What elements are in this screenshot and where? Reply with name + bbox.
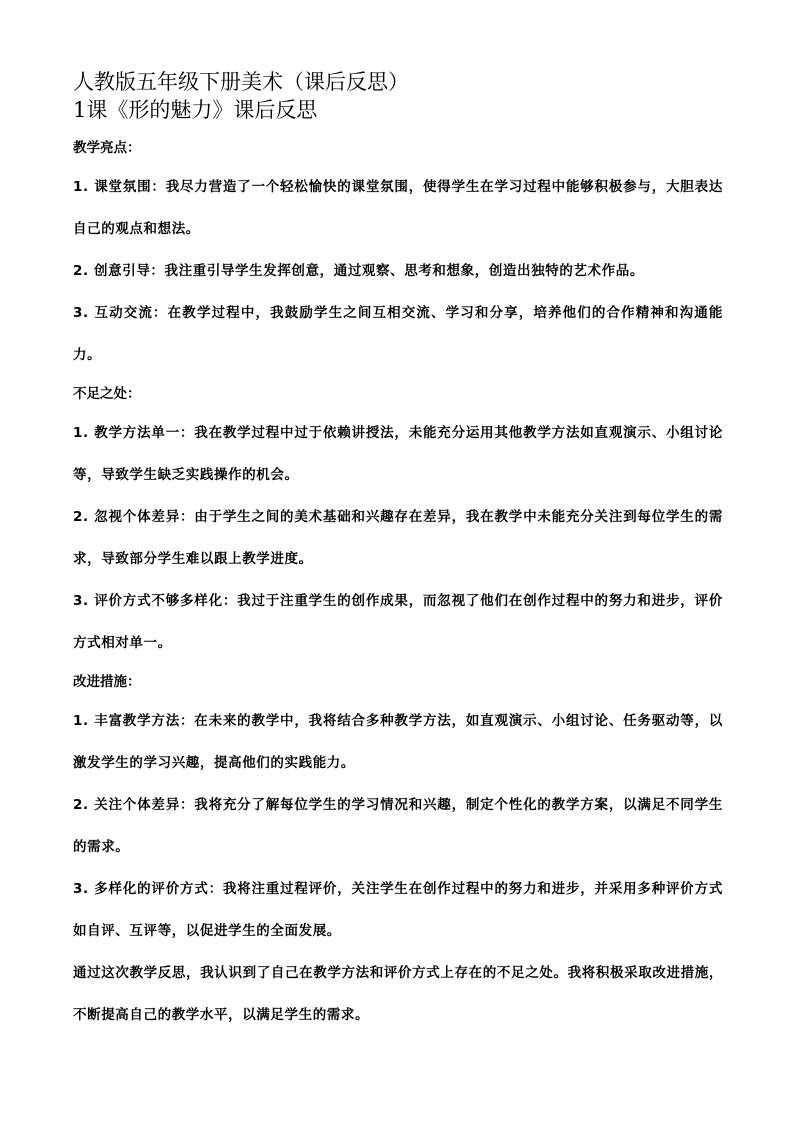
shortcomings-heading: 不足之处： <box>73 386 141 402</box>
conclusion-paragraph: 通过这次教学反思，我认识到了自己在教学方法和评价方式上存在的不足之处。我将积极采取改进措施，不断提高自己的教学水平，以满足学生的需求。 <box>73 965 723 1023</box>
highlight-item-3: 3. 互动交流：在教学过程中，我鼓励学生之间互相交流、学习和分享，培养他们的合作精神和沟通能力。 <box>73 305 723 363</box>
document-title-line1: 人教版五年级下册美术（课后反思） <box>73 70 409 94</box>
improvement-item-2: 2. 关注个体差异：我将充分了解每位学生的学习情况和兴趣，制定个性化的教学方案，以满足不同学生的需求。 <box>73 797 723 855</box>
document-page <box>73 68 723 1036</box>
shortcoming-item-2: 2. 忽视个体差异：由于学生之间的美术基础和兴趣存在差异，我在教学中未能充分关注到每位学生的需求，导致部分学生难以跟上教学进度。 <box>73 509 723 567</box>
highlights-heading: 教学亮点： <box>73 140 141 156</box>
highlight-item-2: 2. 创意引导：我注重引导学生发挥创意，通过观察、思考和想象，创造出独特的艺术作品。 <box>73 263 644 279</box>
improvement-item-3: 3. 多样化的评价方式：我将注重过程评价，关注学生在创作过程中的努力和进步，并采用多种评价方式如自评、互评等，以促进学生的全面发展。 <box>73 881 723 939</box>
shortcoming-item-1: 1. 教学方法单一：我在教学过程中过于依赖讲授法，未能充分运用其他教学方法如直观演示、小组讨论等，导致学生缺乏实践操作的机会。 <box>73 425 723 483</box>
highlight-item-1: 1. 课堂氛围：我尽力营造了一个轻松愉快的课堂氛围，使得学生在学习过程中能够积极参与，大胆表达自己的观点和想法。 <box>73 179 723 237</box>
improvement-item-1: 1. 丰富教学方法：在未来的教学中，我将结合多种教学方法，如直观演示、小组讨论、任务驱动等，以激发学生的学习兴趣，提高他们的实践能力。 <box>73 713 723 771</box>
document-title-line2: 1课《形的魅力》课后反思 <box>73 98 318 122</box>
shortcoming-item-3: 3. 评价方式不够多样化：我过于注重学生的创作成果，而忽视了他们在创作过程中的努力和进步，评价方式相对单一。 <box>73 593 723 651</box>
improvements-heading: 改进措施： <box>73 674 141 690</box>
